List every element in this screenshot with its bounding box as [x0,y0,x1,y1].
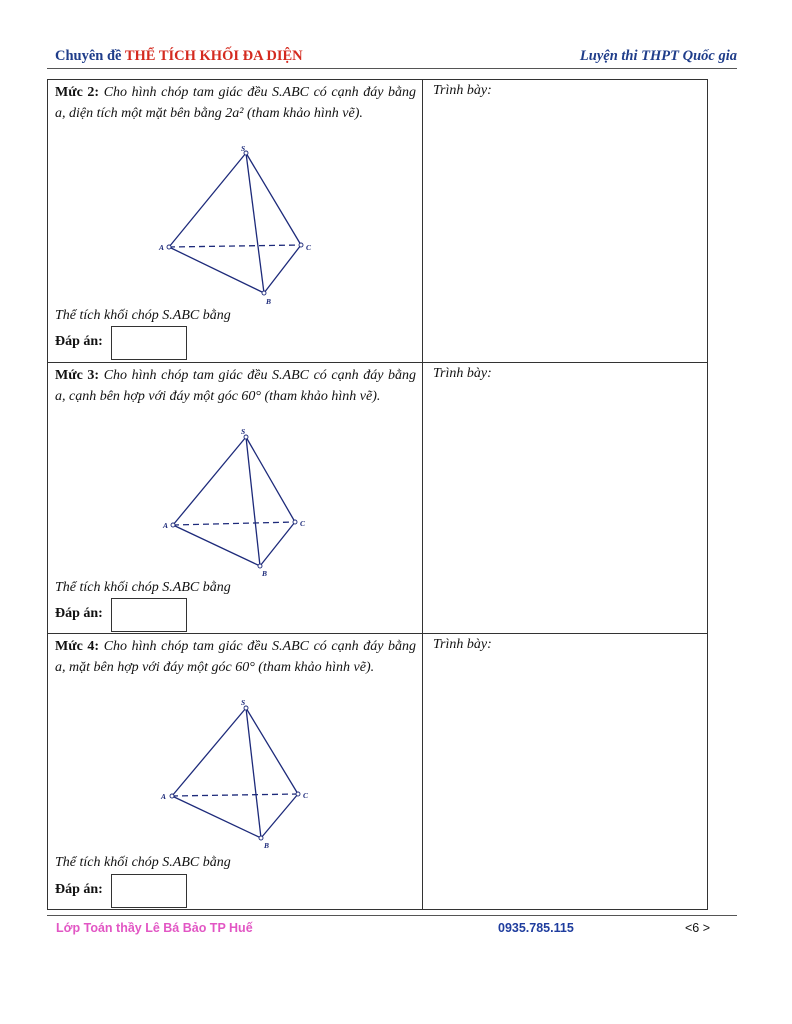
edge-SC [246,153,301,245]
question-cell [48,80,423,363]
vertex-C [299,243,303,247]
edge-SB [246,708,261,838]
answer-label: Đáp án: [55,334,103,349]
label-A: A [159,243,165,252]
question-body: Cho hình chóp tam giác đều S.ABC có cạnh đáy bằng a, mặt bên hợp với đáy một góc 60° (tham khảo hình vẽ). [55,639,417,675]
vertex-C [293,520,297,524]
header-title: Chuyên đề THỂ TÍCH KHỐI ĐA DIỆN [55,48,303,64]
question-prompt: Thể tích khối chóp S.ABC bằng [55,580,231,595]
edge-AC-hidden [169,245,301,247]
vertex-C [296,792,300,796]
page-number: <6 > [685,921,711,935]
label-B: B [266,297,272,306]
edge-SA [172,708,246,796]
page-header [55,46,737,68]
label-B: B [262,569,268,578]
question-text [55,637,416,678]
footer-divider [47,915,737,916]
vertex-A [170,794,174,798]
edge-BC [261,794,298,838]
exercise-row [48,80,708,363]
header-topic: THỂ TÍCH KHỐI ĐA DIỆN [124,48,303,64]
question-cell [48,634,423,910]
edge-AC-hidden [173,522,295,525]
edge-SA [169,153,246,247]
vertex-A [171,523,175,527]
solution-cell[interactable] [423,634,708,910]
header-subtitle: Luyện thi THPT Quốc gia [579,48,737,64]
answer-input-box[interactable] [111,874,187,908]
answer-label: Đáp án: [55,882,103,897]
pyramid-figure [48,429,422,579]
exercise-table [47,79,708,910]
edge-SB [246,153,264,293]
question-text [55,366,416,407]
solution-label: Trình bày: [433,637,492,652]
vertex-B [259,836,263,840]
label-C: C [303,791,309,800]
footer-phone: 0935.785.115 [498,921,574,935]
question-prompt: Thể tích khối chóp S.ABC bằng [55,308,231,323]
edge-BC [264,245,301,293]
vertex-B [262,291,266,295]
header-divider [47,68,737,69]
solution-label: Trình bày: [433,366,492,381]
vertex-A [167,245,171,249]
label-S: S [241,146,246,153]
question-prompt: Thể tích khối chóp S.ABC bằng [55,855,231,870]
solution-cell[interactable] [423,80,708,363]
answer-input-box[interactable] [111,326,187,360]
question-body: Cho hình chóp tam giác đều S.ABC có cạnh đáy bằng a, cạnh bên hợp với đáy một góc 60° (tham khảo hình vẽ). [55,368,417,404]
answer-input-box[interactable] [111,598,187,632]
exercise-row [48,634,708,910]
level-label: Mức 4: [55,639,100,654]
edge-SA [173,437,246,525]
level-label: Mức 2: [55,85,100,100]
label-C: C [306,243,312,252]
edge-BC [260,522,295,566]
edge-AC-hidden [172,794,298,796]
solution-cell[interactable] [423,363,708,634]
label-A: A [163,521,169,530]
question-cell [48,363,423,634]
pyramid-figure [48,700,422,850]
label-B: B [264,841,270,850]
edge-AB [169,247,264,293]
question-body: Cho hình chóp tam giác đều S.ABC có cạnh đáy bằng a, diện tích một mặt bên bằng 2a² (tham khảo hình vẽ). [55,85,417,121]
label-A: A [161,792,167,801]
vertex-B [258,564,262,568]
label-C: C [300,519,306,528]
answer-label: Đáp án: [55,606,103,621]
footer-class-name: Lớp Toán thầy Lê Bá Bảo TP Huế [56,921,253,935]
solution-label: Trình bày: [433,83,492,98]
level-label: Mức 3: [55,368,100,383]
exercise-row [48,363,708,634]
pyramid-figure [48,146,422,306]
question-text [55,83,416,124]
edge-AB [172,796,261,838]
edge-AB [173,525,260,566]
label-S: S [241,700,246,707]
label-S: S [241,429,246,436]
